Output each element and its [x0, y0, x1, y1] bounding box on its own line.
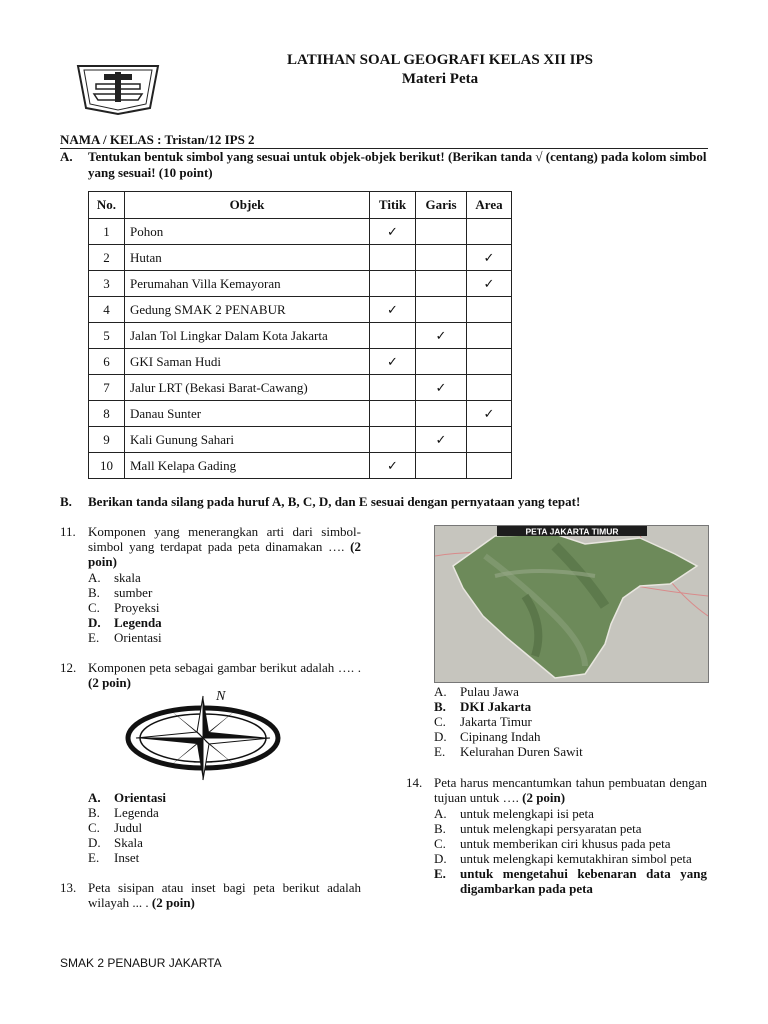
- q14-number: 14.: [406, 775, 423, 790]
- q14-option: [434, 836, 707, 851]
- row-titik-cell: ✓: [370, 219, 416, 245]
- column-header-no: No.: [89, 192, 125, 219]
- row-area-cell: ✓: [467, 271, 512, 297]
- q14-option-text: untuk mengetahui kebenaran data yang digambarkan pada peta: [460, 866, 707, 896]
- q11-option-text: skala: [114, 570, 141, 585]
- q13-option-letter: A.: [434, 684, 447, 699]
- q12-points: (2 poin): [88, 675, 131, 690]
- section-a-letter: A.: [60, 149, 73, 164]
- row-no-cell: 6: [89, 349, 125, 375]
- q13-option-text: Kelurahan Duren Sawit: [460, 744, 583, 759]
- jakarta-timur-map: [434, 525, 709, 683]
- q12-option-text: Orientasi: [114, 790, 166, 805]
- row-objek-cell: GKI Saman Hudi: [125, 349, 370, 375]
- q14-option: [434, 806, 707, 821]
- q13-question: [88, 880, 361, 910]
- row-objek-cell: Danau Sunter: [125, 401, 370, 427]
- q11-option: [88, 570, 162, 585]
- q13-option-text: Cipinang Indah: [460, 729, 541, 744]
- row-garis-cell: [416, 349, 467, 375]
- q13-option: [434, 684, 583, 699]
- row-garis-cell: [416, 245, 467, 271]
- q14-option-letter: C.: [434, 836, 446, 851]
- q12-option: [88, 850, 166, 865]
- column-header-titik: Titik: [370, 192, 416, 219]
- row-objek-cell: Jalur LRT (Bekasi Barat-Cawang): [125, 375, 370, 401]
- column-header-garis: Garis: [416, 192, 467, 219]
- row-no-cell: 10: [89, 453, 125, 479]
- row-no-cell: 5: [89, 323, 125, 349]
- row-garis-cell: [416, 453, 467, 479]
- q14-option-text: untuk melengkapi isi peta: [460, 806, 594, 821]
- q13-option: [434, 699, 583, 714]
- q14-option: [434, 866, 707, 896]
- q11-points: (2 poin): [88, 539, 361, 569]
- section-a-instruction: Tentukan bentuk simbol yang sesuai untuk objek-objek berikut! (Berikan tanda √ (centang) pada kolom simbol yang sesuai! (10 point): [88, 149, 707, 180]
- row-objek-cell: Pohon: [125, 219, 370, 245]
- row-area-cell: [467, 297, 512, 323]
- row-no-cell: 8: [89, 401, 125, 427]
- q14-question: [434, 775, 707, 805]
- row-titik-cell: [370, 323, 416, 349]
- q12-option-text: Judul: [114, 820, 143, 835]
- row-objek-cell: Kali Gunung Sahari: [125, 427, 370, 453]
- table-row: [89, 271, 512, 297]
- row-no-cell: 3: [89, 271, 125, 297]
- q13-number: 13.: [60, 880, 77, 895]
- table-row: [89, 219, 512, 245]
- table-row: [89, 427, 512, 453]
- row-objek-cell: Jalan Tol Lingkar Dalam Kota Jakarta: [125, 323, 370, 349]
- q12-option-text: Inset: [114, 850, 140, 865]
- q13-option-text: Pulau Jawa: [460, 684, 519, 699]
- q14-options: [434, 806, 707, 896]
- q11-option-text: sumber: [114, 585, 153, 600]
- table-row: [89, 375, 512, 401]
- document-title: LATIHAN SOAL GEOGRAFI KELAS XII IPS: [286, 52, 594, 68]
- q12-question: [88, 660, 361, 690]
- q13-option-text: Jakarta Timur: [460, 714, 532, 729]
- q14-option-text: untuk melengkapi kemutakhiran simbol peta: [460, 851, 692, 866]
- row-area-cell: [467, 453, 512, 479]
- q11-option-letter: B.: [88, 585, 100, 600]
- q11-option-text: Legenda: [114, 615, 162, 630]
- q12-option: [88, 790, 166, 805]
- q11-option-text: Orientasi: [114, 630, 162, 645]
- student-name-line: NAMA / KELAS : Tristan/12 IPS 2: [60, 132, 255, 147]
- row-objek-cell: Hutan: [125, 245, 370, 271]
- row-garis-cell: [416, 297, 467, 323]
- q12-text: Komponen peta sebagai gambar berikut adalah …. .: [88, 660, 361, 675]
- row-titik-cell: ✓: [370, 297, 416, 323]
- q13-option-letter: B.: [434, 699, 446, 714]
- row-titik-cell: [370, 375, 416, 401]
- q12-option: [88, 820, 166, 835]
- q11-option: [88, 615, 162, 630]
- q12-option: [88, 805, 166, 820]
- compass-rose-icon: [124, 688, 282, 790]
- q13-option-text: DKI Jakarta: [460, 699, 532, 714]
- q14-option-letter: D.: [434, 851, 447, 866]
- q13-points: (2 poin): [151, 895, 195, 910]
- q13-option: [434, 744, 583, 759]
- q12-option-letter: D.: [88, 835, 101, 850]
- row-area-cell: ✓: [467, 401, 512, 427]
- row-no-cell: 1: [89, 219, 125, 245]
- row-no-cell: 9: [89, 427, 125, 453]
- q12-option-letter: E.: [88, 850, 100, 865]
- row-objek-cell: Perumahan Villa Kemayoran: [125, 271, 370, 297]
- row-garis-cell: [416, 401, 467, 427]
- q14-option-text: untuk memberikan ciri khusus pada peta: [460, 836, 671, 851]
- row-titik-cell: [370, 245, 416, 271]
- q14-option: [434, 821, 707, 836]
- q12-number: 12.: [60, 660, 77, 675]
- row-area-cell: [467, 323, 512, 349]
- q12-option-letter: A.: [88, 790, 101, 805]
- row-garis-cell: ✓: [416, 427, 467, 453]
- q11-options: [88, 570, 162, 645]
- q13-option-letter: D.: [434, 729, 447, 744]
- table-row: [89, 401, 512, 427]
- q14-option-letter: B.: [434, 821, 446, 836]
- section-b-letter: B.: [60, 494, 72, 509]
- column-header-area: Area: [467, 192, 512, 219]
- row-area-cell: [467, 427, 512, 453]
- row-area-cell: [467, 349, 512, 375]
- q13-option: [434, 729, 583, 744]
- row-area-cell: [467, 219, 512, 245]
- row-garis-cell: [416, 219, 467, 245]
- q13-options: [434, 684, 583, 759]
- q12-option: [88, 835, 166, 850]
- row-garis-cell: [416, 271, 467, 297]
- row-no-cell: 2: [89, 245, 125, 271]
- q11-text: Komponen yang menerangkan arti dari simbol-simbol yang terdapat pada peta dinamakan ….: [88, 524, 361, 554]
- q11-option-text: Proyeksi: [114, 600, 160, 615]
- q11-option-letter: A.: [88, 570, 101, 585]
- table-row: [89, 245, 512, 271]
- row-titik-cell: [370, 271, 416, 297]
- q12-option-letter: B.: [88, 805, 100, 820]
- q12-option-text: Skala: [114, 835, 143, 850]
- table-row: [89, 349, 512, 375]
- q12-option-letter: C.: [88, 820, 100, 835]
- q11-option-letter: C.: [88, 600, 100, 615]
- symbol-table: [88, 191, 512, 479]
- q13-text: Peta sisipan atau inset bagi peta berikut adalah wilayah ... .: [88, 880, 361, 910]
- school-logo: [70, 60, 166, 116]
- row-titik-cell: [370, 401, 416, 427]
- row-titik-cell: ✓: [370, 349, 416, 375]
- row-garis-cell: ✓: [416, 323, 467, 349]
- row-area-cell: ✓: [467, 245, 512, 271]
- q11-option: [88, 630, 162, 645]
- compass-north-letter: N: [216, 689, 226, 704]
- q11-number: 11.: [60, 524, 76, 539]
- map-title: PETA JAKARTA TIMUR: [525, 526, 619, 537]
- column-header-objek: Objek: [125, 192, 370, 219]
- q13-option-letter: C.: [434, 714, 446, 729]
- row-garis-cell: ✓: [416, 375, 467, 401]
- row-no-cell: 4: [89, 297, 125, 323]
- table-row: [89, 453, 512, 479]
- row-area-cell: [467, 375, 512, 401]
- q11-option: [88, 585, 162, 600]
- table-row: [89, 297, 512, 323]
- q13-option: [434, 714, 583, 729]
- table-header-row: [89, 192, 512, 219]
- footer-school-name: SMAK 2 PENABUR JAKARTA: [60, 956, 222, 970]
- row-titik-cell: ✓: [370, 453, 416, 479]
- q11-option-letter: D.: [88, 615, 101, 630]
- q11-option-letter: E.: [88, 630, 100, 645]
- q13-option-letter: E.: [434, 744, 446, 759]
- document-subtitle: Materi Peta: [401, 71, 479, 87]
- q14-points: (2 poin): [522, 790, 566, 805]
- q11-question: [88, 524, 361, 569]
- q11-option: [88, 600, 162, 615]
- q14-option-text: untuk melengkapi persyaratan peta: [460, 821, 642, 836]
- row-no-cell: 7: [89, 375, 125, 401]
- q14-option-letter: A.: [434, 806, 447, 821]
- q14-option: [434, 851, 707, 866]
- q12-option-text: Legenda: [114, 805, 159, 820]
- q14-option-letter: E.: [434, 866, 446, 881]
- q12-options: [88, 790, 166, 865]
- row-objek-cell: Mall Kelapa Gading: [125, 453, 370, 479]
- row-titik-cell: [370, 427, 416, 453]
- row-objek-cell: Gedung SMAK 2 PENABUR: [125, 297, 370, 323]
- table-row: [89, 323, 512, 349]
- section-b-instruction: Berikan tanda silang pada huruf A, B, C, D, dan E sesuai dengan pernyataan yang tepat!: [88, 494, 581, 509]
- q14-text: Peta harus mencantumkan tahun pembuatan dengan tujuan untuk ….: [434, 775, 707, 805]
